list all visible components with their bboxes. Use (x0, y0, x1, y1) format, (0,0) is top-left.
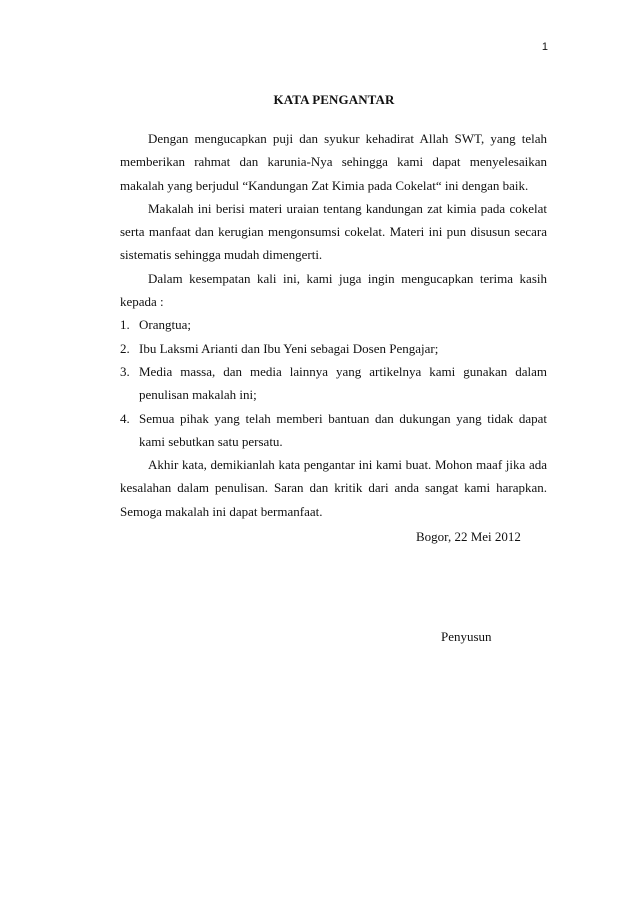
list-item-text: Media massa, dan media lainnya yang artikelnya kami gunakan dalam penulisan makalah ini; (139, 363, 547, 403)
paragraph-thanks: Dalam kesempatan kali ini, kami juga ingin mengucapkan terima kasih kepada : (120, 270, 547, 310)
list-item (120, 360, 547, 407)
list-item-number: 2. (120, 340, 130, 356)
paragraph-closing: Akhir kata, demikianlah kata pengantar ini kami buat. Mohon maaf jika ada kesalahan dalam penulisan. Saran dan kritik dari anda sangat kami harapkan. Semoga makalah ini dapat bermanfaat. (120, 457, 547, 519)
list-item-text: Ibu Laksmi Arianti dan Ibu Yeni sebagai Dosen Pengajar; (139, 340, 439, 356)
list-item-number: 3. (120, 363, 130, 379)
author-signature: Penyusun (441, 629, 492, 644)
list-item-number: 4. (120, 410, 130, 426)
list-item-text: Orangtua; (139, 317, 191, 333)
place-date: Bogor, 22 Mei 2012 (416, 529, 521, 544)
document-body (120, 127, 547, 523)
list-item-text: Semua pihak yang telah memberi bantuan dan dukungan yang tidak dapat kami sebutkan satu persatu. (139, 410, 547, 449)
page-number: 1 (541, 41, 548, 53)
list-item (120, 407, 547, 454)
thanks-list (120, 313, 547, 453)
list-item-number: 1. (120, 317, 130, 333)
paragraph-intro: Dengan mengucapkan puji dan syukur kehadirat Allah SWT, yang telah memberikan rahmat dan karunia-Nya sehingga kami dapat menyelesaikan makalah yang berjudul “Kandungan Zat Kimia pada Cokelat“ ini dengan baik. (120, 131, 547, 193)
paragraph-content: Makalah ini berisi materi uraian tentang kandungan zat kimia pada cokelat serta manfaat dan kerugian mengonsumsi cokelat. Materi ini pun disusun secara sistematis sehingga mudah dimengerti. (120, 200, 547, 263)
list-item (120, 313, 547, 336)
page-title: KATA PENGANTAR (273, 92, 395, 107)
list-item (120, 337, 547, 360)
